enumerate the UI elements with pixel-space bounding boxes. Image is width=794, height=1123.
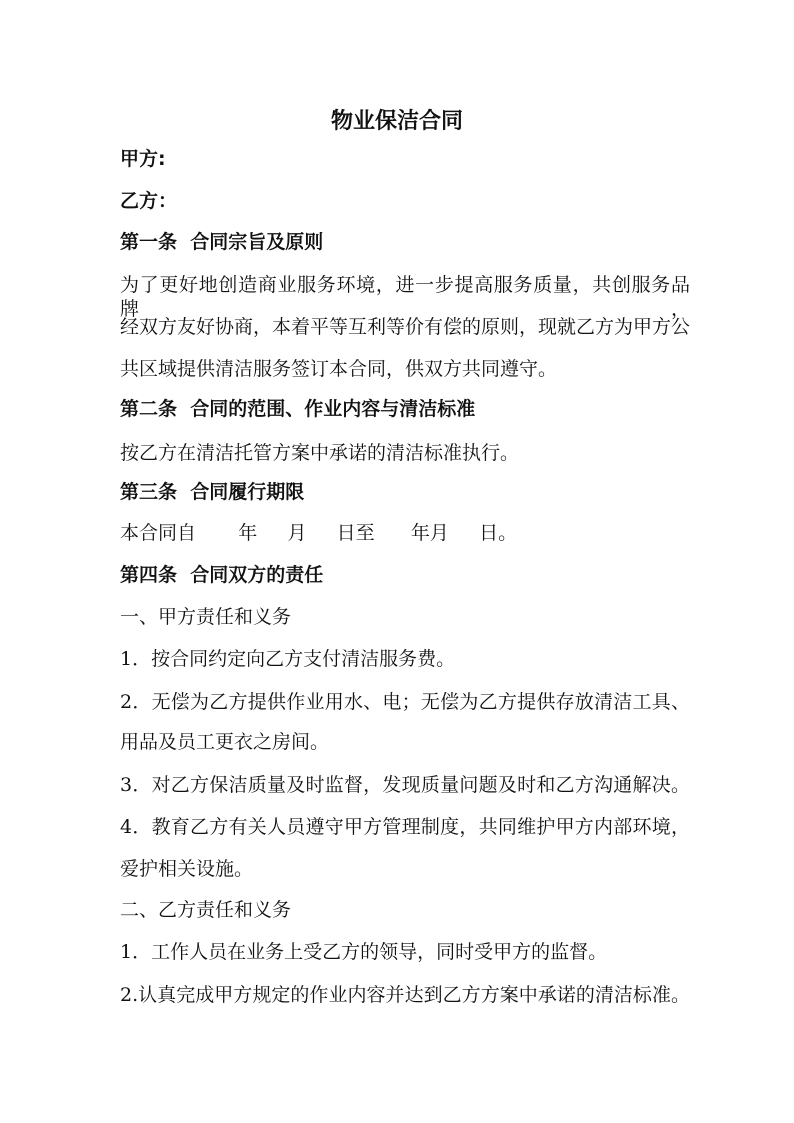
party-b-label: 乙方： — [120, 190, 178, 212]
party-a-duty-line: 爱护相关设施。 — [120, 858, 254, 880]
party-a-duty-line: 用品及员工更衣之房间。 — [120, 731, 330, 753]
party-b-duty-line: 2.认真完成甲方规定的作业内容并达到乙方方案中承诺的清洁标准。 — [120, 984, 690, 1006]
article-1-line: 经双方友好协商，本着平等互利等价有偿的原则，现就乙方为甲方公 — [120, 316, 691, 338]
article-3-body: 本合同自 年 月 日至 年月 日。 — [120, 522, 518, 544]
document-title: 物业保洁合同 — [330, 109, 463, 134]
article-1-line: 为了更好地创造商业服务环境，进一步提高服务质量，共创服务品牌， — [120, 274, 690, 320]
party-a-duty-line: 2．无偿为乙方提供作业用水、电；无偿为乙方提供存放清洁工具、 — [120, 691, 690, 713]
party-a-label: 甲方: — [120, 148, 166, 170]
party-a-duties-heading: 一、甲方责任和义务 — [120, 606, 292, 628]
article-3-heading: 第三条 合同履行期限 — [120, 481, 305, 503]
article-4-heading: 第四条 合同双方的责任 — [120, 564, 324, 586]
article-1-line: 共区域提供清洁服务签订本合同，供双方共同遵守。 — [120, 358, 558, 380]
party-b-duties-heading: 二、乙方责任和义务 — [120, 899, 292, 921]
party-a-duty-line: 4．教育乙方有关人员遵守甲方管理制度，共同维护甲方内部环境， — [120, 816, 690, 838]
article-2-heading: 第二条 合同的范围、作业内容与清洁标准 — [120, 398, 476, 420]
party-b-duty-line: 1．工作人员在业务上受乙方的领导，同时受甲方的监督。 — [120, 941, 608, 963]
party-a-duty-line: 1．按合同约定向乙方支付清洁服务费。 — [120, 648, 456, 670]
party-a-duty-line: 3．对乙方保洁质量及时监督，发现质量问题及时和乙方沟通解决。 — [120, 774, 690, 796]
article-2-body: 按乙方在清洁托管方案中承诺的清洁标准执行。 — [120, 442, 520, 464]
article-1-heading: 第一条 合同宗旨及原则 — [120, 231, 324, 253]
